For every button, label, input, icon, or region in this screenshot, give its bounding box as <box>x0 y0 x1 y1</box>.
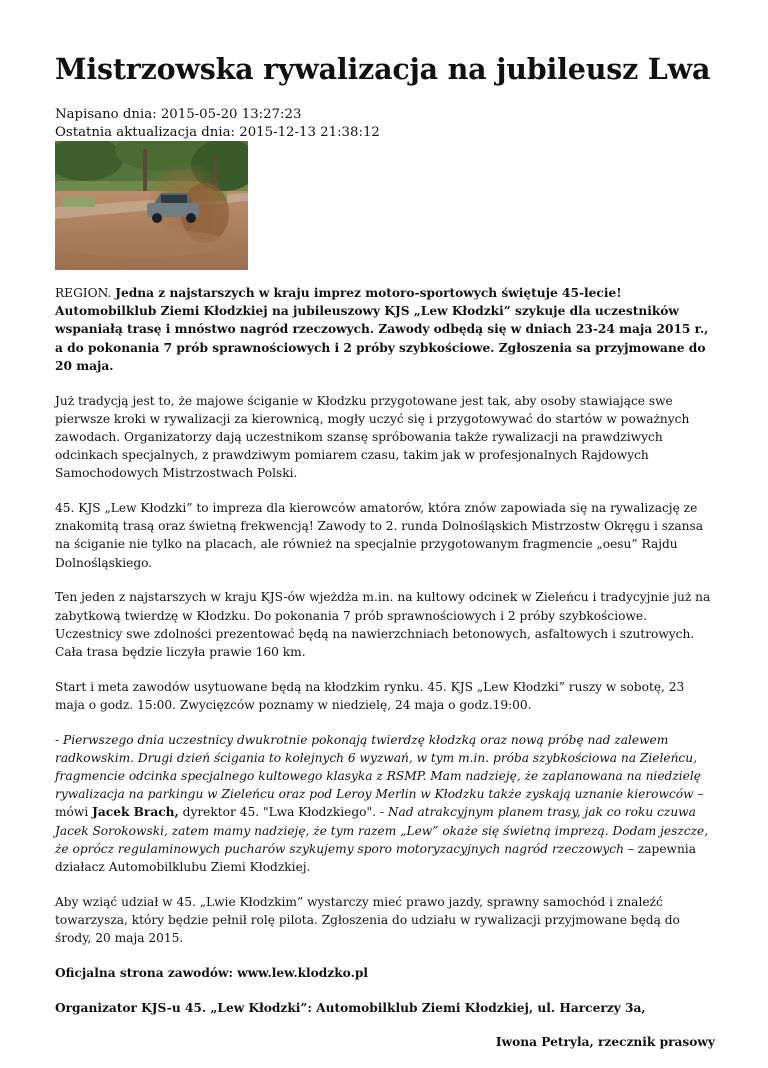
quote-italic-2: - Nad atrakcyjnym planem trasy, jak co roku czuwa Jacek Sorokowski, zatem mamy nadzieję, że tym razem „Lew” okaże się świetną imprezą. Dodam jeszcze, że oprócz regulaminowych pucharów szykujemy sporo motoryzacyjnych nagród rzeczowych <box>55 805 709 856</box>
article-meta <box>55 106 380 142</box>
official-site-text: Oficjalna strona zawodów: www.lew.klodzko.pl <box>55 965 368 980</box>
lead-paragraph <box>55 284 715 375</box>
paragraph-2: 45. KJS „Lew Kłodzki” to impreza dla kierowców amatorów, która znów zapowiada się na rywalizację ze znakomitą trasą oraz świetną frekwencją! Zawody to 2. runda Dolnośląskich Mistrzostw Okręgu i szansa na ściganie nie tylko na placach, ale również na specjalnie przygotowanym fragmencie „oesu” Rajdu Dolnośląskiego. <box>55 501 704 570</box>
paragraph-4: Start i meta zawodów usytuowane będą na kłodzkim rynku. 45. KJS „Lew Kłodzki” ruszy w sobotę, 23 maja o godz. 15:00. Zwycięzców poznamy w niedzielę, 24 maja o godz.19:00. <box>55 679 685 712</box>
official-site <box>55 964 715 982</box>
published-date: Napisano dnia: 2015-05-20 13:27:23 <box>55 107 302 122</box>
organizer-text: Organizator KJS-u 45. „Lew Kłodzki”: Automobilklub Ziemi Kłodzkiej, ul. Harcerzy 3a, <box>55 1000 646 1015</box>
article-body <box>55 284 715 1068</box>
lead-prefix: REGION. <box>55 286 112 300</box>
quote-attr-2: dyrektor 45. "Lwa Kłodzkiego". <box>178 805 380 820</box>
quote-person: Jacek Brach, <box>92 805 179 820</box>
paragraph-3: Ten jeden z najstarszych w kraju KJS-ów wjeżdża m.in. na kultowy odcinek w Zieleńcu i tradycyjnie już na zabytkową twierdzę w Kłodzku. Do pokonania 7 prób sprawnościowych i 2 próby szybkościowe. Uczestnicy swe zdolności prezentować będą na nawierzchniach betonowych, asfaltowych i szutrowych. Cała trasa będzie liczyła prawie 160 km. <box>55 590 711 659</box>
paragraph-5: Aby wziąć udział w 45. „Lwie Kłodzkim” wystarczy mieć prawo jazdy, sprawny samochód i znaleźć towarzysza, który będzie pełnił rolę pilota. Zgłoszenia do udziału w rywalizacji przyjmowane będą do środy, 20 maja 2015. <box>55 894 680 946</box>
quote-attr-3: – zapewnia działacz Automobilklubu Ziemi Kłodzkiej. <box>55 841 696 874</box>
rally-car-photo <box>55 141 248 270</box>
article-title: Mistrzowska rywalizacja na jubileusz Lwa <box>55 52 711 86</box>
updated-date: Ostatnia aktualizacja dnia: 2015-12-13 21:38:12 <box>55 125 380 140</box>
rally-car-image <box>55 141 248 270</box>
paragraph-1: Już tradycją jest to, że majowe ściganie w Kłodzku przygotowane jest tak, aby osoby stawiające swe pierwsze kroki w rywalizacji za kierownicą, mogły uczyć się i przygotowywać do startów w poważnych zawodach. Organizatorzy dają uczestnikom szansę spróbowania także rywalizacji na prawdziwych odcinkach specjalnych, z prawdziwym pomiarem czasu, takim jak w profesjonalnych Rajdowych Samochodowych Mistrzostwach Polski. <box>55 393 690 481</box>
signature <box>55 1033 715 1051</box>
quote-paragraph <box>55 731 715 877</box>
lead-bold: Jedna z najstarszych w kraju imprez motoro-sportowych świętuje 45-lecie! Automobilklub Ziemi Kłodzkiej na jubileuszowy KJS „Lew Kłodzki” szykuje dla uczestników wspaniałą trasę i mnóstwo nagród rzeczowych. Zawody odbędą się w dniach 23-24 maja 2015 r., a do pokonania 7 prób sprawnościowych i 2 próby szybkościowe. Zgłoszenia sa przyjmowane do 20 maja. <box>55 286 709 373</box>
organizer <box>55 999 715 1017</box>
quote-attr-1: – mówi <box>55 787 704 820</box>
signature-text: Iwona Petryla, rzecznik prasowy <box>495 1035 715 1050</box>
quote-italic-1: - Pierwszego dnia uczestnicy dwukrotnie pokonają twierdzę kłodzką oraz nową próbę nad zalewem radkowskim. Drugi dzień ścigania to kolejnych 6 wyzwań, w tym m.in. próba szybkościowa na Zieleńcu, fragmencie odcinka specjalnego kultowego klasyka z RSMP. Mam nadzieję, że zaplanowana na niedzielę rywalizacja na parkingu w Zieleńcu oraz pod Leroy Merlin w Kłodzku także zyskają uznanie kierowców <box>55 732 701 802</box>
